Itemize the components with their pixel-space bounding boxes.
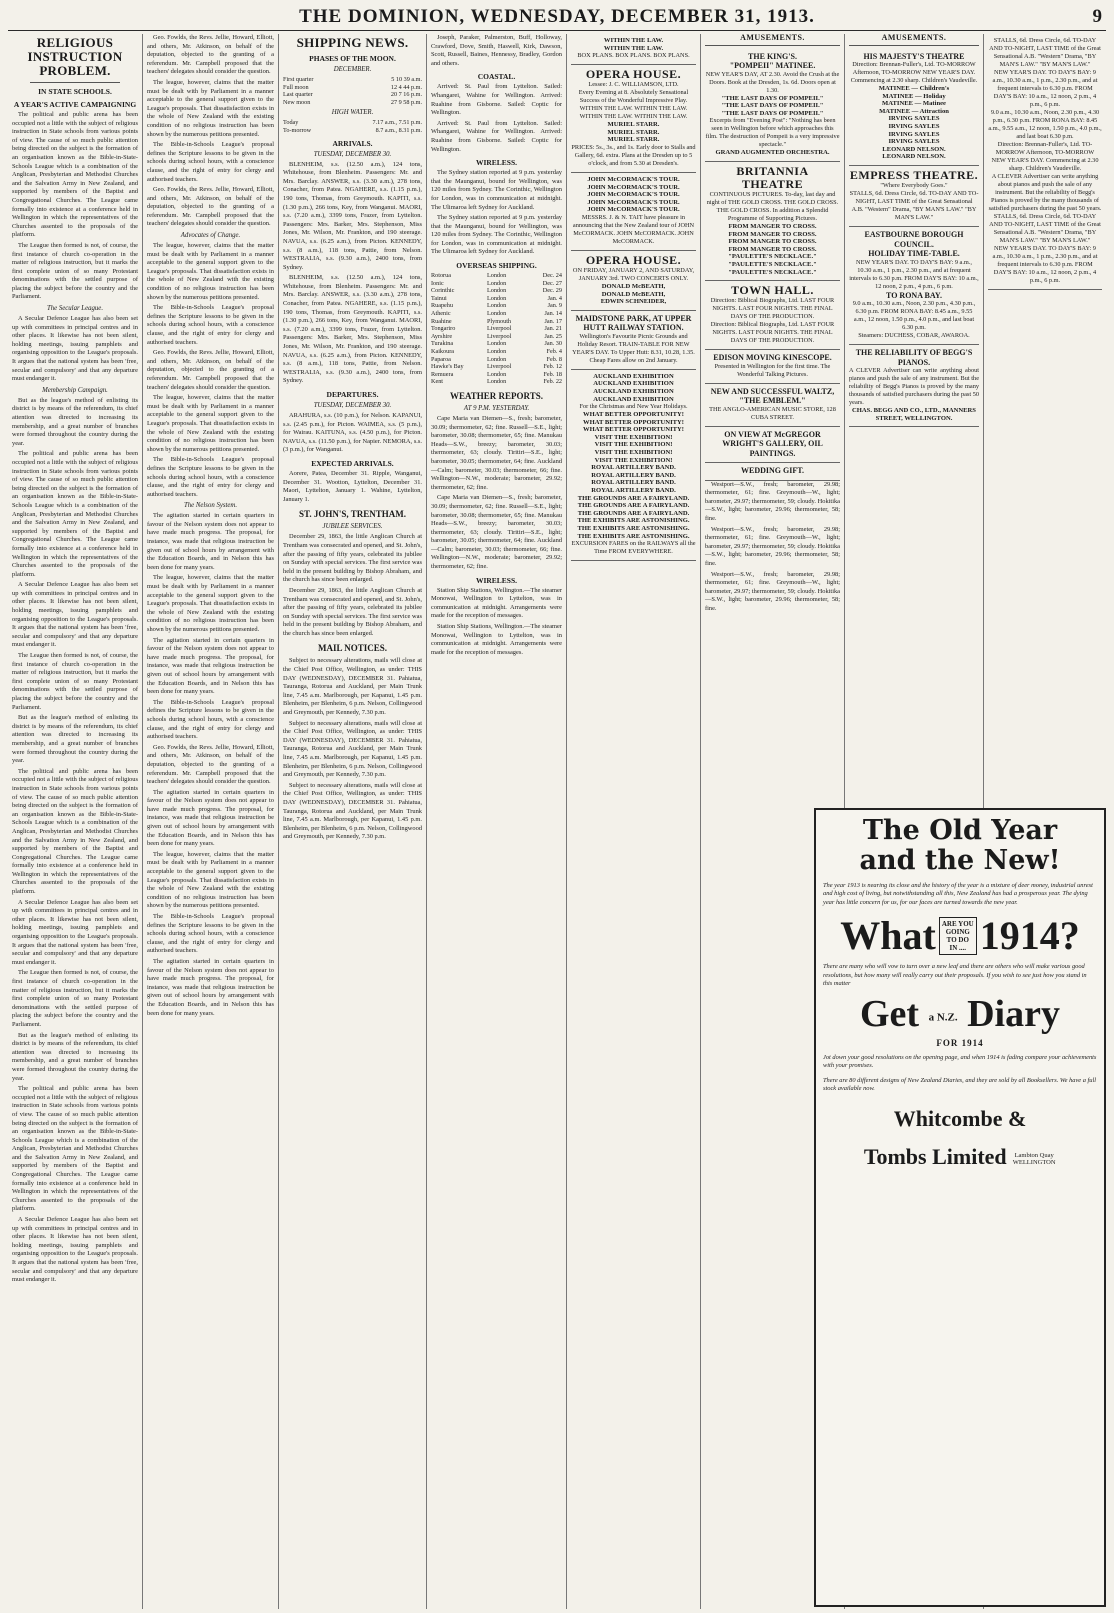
article-paragraph: The league, however, claims that the matter must be dealt with by Parliament in a manner acceptable to the general support given to the League's proposals. That dissatisfaction exists in the whole of New Zealand with the existing condition of no religious instruction has been shown by the numerous petitions presented.: [147, 394, 274, 453]
wedding-gift-ad: WEDDING GIFT.: [705, 463, 840, 481]
table-row: Full moon 12 4 44 p.m.: [283, 83, 422, 91]
table-row: Tongariro Liverpool Jan. 21: [431, 325, 562, 333]
article-paragraph: The league, however, claims that the matter must be dealt with by Parliament in a manner acceptable to the general support given to the League's proposals. That dissatisfaction exists in the whole of New Zealand with the existing condition of no religious instruction has been shown by the numerous petitions presented.: [147, 574, 274, 633]
mail-notices-text: Subject to necessary alterations, mails will close at the Chief Post Office, Wellington, as under: THIS DAY (WEDNESDAY), DECEMBER 31. Pahiatua, Tauranga, Rotorua and Auckland, per Main Trunk line, 7.45 a.m. Marlborough, per Kapanui, 1.45 p.m. Blenheim, per Blenheim, 6 p.m. Nelson, Collingwood and Greymouth, per Kennedy, 7.30 p.m.: [283, 719, 422, 779]
table-row: To-morrow 8.7 a.m., 8.31 p.m.: [283, 126, 422, 134]
table-row: Kaikoura London Feb. 4: [431, 348, 562, 355]
article-paragraph: The League then formed is not, of course, the first instance of church co-operation in the matter of religious instruction, but it marks the first complete union of so many Protestant denominations with the settled purpose of placing the subject before the country and the Parliament.: [12, 241, 138, 301]
article-paragraph: Geo. Fowlds, the Revs. Jellie, Howard, Elliott, and others, Mr. Atkinson, on behalf of the deputation, objected to the granting of a referendum. Mr. Campbell proposed that the teachers' delegates should consider the question.: [147, 186, 274, 228]
article-paragraph: A Secular Defence League has also been set up with committees in principal centres and in other places. It likewise has not been silent, holding meetings, issuing pamphlets and organising opposition to the League's proposals. It argues that the national system has been 'free, secular and compulsory' and that any departure must endanger it.: [12, 1216, 138, 1284]
expected-text: Aorere, Patea, December 31. Ripple, Wanganui, December 31. Wootton, Lyttelton, December 31. Maori, Lyttelton, January 1. Wahine, Lyttelton, January 1.: [283, 469, 422, 503]
table-row: Ionic London Dec. 27: [431, 279, 562, 287]
ad-body: The year 1913 is nearing its close and the history of the year is a mixture of deer money, industrial unrest and high cost of living, but notwithstanding all this, New Zealand has had a prosperous year. The dying year has little concern for us, for our faces are turned towards the new year.: [823, 882, 1093, 906]
departures-text: ARAHURA, s.s. (10 p.m.), for Nelson. KAPANUI, s.s. (2.45 p.m.), for Picton. WAIMEA, s.s. (5 p.m.), for Wairau. KAITUNA, s.s. (4.50 p.m.), for Picton. NAVUA, s.s. (11.50 p.m.), for Napier. NEMORA, s.s. (3 p.m.), for Wanganui.: [283, 412, 422, 454]
what-question: What ARE YOU GOING TO DO IN .... 1914?: [840, 913, 1080, 959]
article-paragraph: The political and public arena has been occupied not a little with the subject of religious instruction in State schools from various points of view. The cause of so much public attention being directed on the subject is the formation of an organisation known as the Bible-in-State-Schools League which is a combination of the Anglican, Presbyterian and Methodist Churches and the Salvation Army in New Zealand, and supported by members of the Baptist and Congregational Churches. The League came formally into existence at a conference held in Wellington in which the representatives of the Churches assented to the proposals of the platform.: [12, 1085, 138, 1213]
table-row: Hawke's Bay Liverpool Feb. 12: [431, 363, 562, 371]
auckland-exhibition-ad: AUCKLAND EXHIBITION AUCKLAND EXHIBITION AUCKLAND EXHIBITION AUCKLAND EXHIBITION For the Christmas and New Year Holidays. WHAT BETTER OPPORTUNITY! WHAT BETTER OPPORTUNITY! WHAT BETTER OPPORTUNITY! VISIT THE EXHIBITION! VISIT THE EXHIBITION! VISIT THE EXHIBITION! VISIT THE EXHIBITION! ROYAL ARTILLERY BAND. ROYAL ARTILLERY BAND. ROYAL ARTILLERY BAND. ROYAL ARTILLERY BAND. THE GROUNDS ARE A FAIRYLAND. THE GROUNDS ARE A FAIRYLAND. THE GROUNDS ARE A FAIRYLAND. THE EXHIBITS ARE ASTONISHING. THE EXHIBITS ARE ASTONISHING. THE EXHIBITS ARE ASTONISHING. EXCURSION FARES on the RAILWAYS all the Time FROM EVERYWHERE.: [571, 370, 696, 561]
article-paragraph: The Bible-in-Schools League's proposal defines the Scripture lessons to be given in the schools during school hours, with a conscience clause, and the right of entry for clergy and authorised teachers.: [147, 141, 274, 183]
ad-body: Jot down your good resolutions on the opening page, and when 1914 is fading compare your achievements with your promises.: [823, 1053, 1097, 1070]
table-row: Today 7.17 a.m., 7.51 p.m.: [283, 119, 422, 127]
weather-text: Cape Maria van Diemen—S., fresh; barometer, 30.09; thermometer, 62; fine. Russell—S.E., light; barometer, 30.08; thermometer, 65; fine. Manukau Heads—S.W., breezy; barometer, 30.03; thermometer, 63; cloudy. Tiritiri—S.E., light; barometer, 30.05; thermometer, 64; fine. Auckland—Calm; barometer, 30.03; thermometer, 66; fine. Wellington—N.W., moderate; barometer, 29.92; thermometer, 62; fine.: [431, 414, 562, 491]
article-paragraph: The Bible-in-Schools League's proposal defines the Scripture lessons to be given in the schools during school hours, with a conscience clause, and the right of entry for clergy and authorised teachers.: [147, 913, 274, 955]
table-row: New moon 27 9 58 p.m.: [283, 98, 422, 106]
column-theatre-ads: [567, 34, 701, 1609]
expected-heading: EXPECTED ARRIVALS.: [311, 458, 394, 468]
high-water-table: [283, 119, 422, 134]
gallery-ad: ON VIEW AT McGREGOR WRIGHT'S GALLERY, OIL PAINTINGS.: [705, 427, 840, 464]
coastal-text: Arrived: St. Paul from Lyttelton. Sailed: Whangarei, Wahine for Wellington. Arrived: Ruahine from Gisborne. Sailed: Coptic for Wellington.: [431, 119, 562, 153]
departures-date: TUESDAY, DECEMBER 30.: [313, 402, 392, 409]
article-subhead: The Secular League.: [46, 305, 104, 313]
brand-name: Tombs Limited Lambton Quay WELLINGTON: [863, 1144, 1056, 1170]
article-paragraph: The political and public arena has been occupied not a little with the subject of religious instruction in State schools from various points of view. The cause of so much public attention being directed on the subject is the formation of an organisation known as the Bible-in-State-Schools League which is a combination of the Anglican, Presbyterian and Methodist Churches and the Salvation Army in New Zealand, and supported by members of the Baptist and Congregational Churches. The League came formally into existence at a conference held in Wellington in which the representatives of the Churches assented to the proposals of the platform.: [12, 111, 138, 239]
article-paragraph: A Secular Defence League has also been set up with committees in principal centres and in other places. It likewise has not been silent, holding meetings, issuing pamphlets and organising opposition to the League's proposals. It argues that the national system has been 'free, secular and compulsory' and that any departure must endanger it.: [12, 581, 138, 649]
arrivals-heading: ARRIVALS.: [332, 138, 373, 148]
article-paragraph: But as the league's method of enlisting its district is by means of the referendum, its chief attention was directed to increasing its membership, and a great number of branches were formed throughout the country during the year.: [12, 714, 138, 765]
opera-house-concert-ad: OPERA HOUSE. ON FRIDAY, JANUARY 2, AND SATURDAY, JANUARY 3rd. TWO CONCERTS ONLY. DONALD McBEATH, DONALD McBEATH, EDWIN SCHNEIDER,: [571, 251, 696, 311]
article-paragraph: The league, however, claims that the matter must be dealt with by Parliament in a manner acceptable to the general support given to the League's proposals. That dissatisfaction exists in the whole of New Zealand with the existing condition of no religious instruction has been shown by the numerous petitions presented.: [147, 78, 274, 138]
table-row: Last quarter 20 7 16 p.m.: [283, 91, 422, 99]
article-paragraph: A Secular Defence League has also been set up with committees in principal centres and in other places. It likewise has not been silent, holding meetings, issuing pamphlets and organising opposition to the League's proposals. It argues that the national system has been 'free, secular and compulsory' and that any departure must endanger it.: [12, 315, 138, 383]
table-row: Athenic London Jan. 14: [431, 310, 562, 318]
article-paragraph: The league, however, claims that the matter must be dealt with by Parliament in a manner acceptable to the general support given to the League's proposals. That dissatisfaction exists in the whole of New Zealand with the existing condition of no religious instruction has been shown by the numerous petitions presented.: [147, 242, 274, 301]
mail-notices-text: Subject to necessary alterations, mails will close at the Chief Post Office, Wellington, as under: THIS DAY (WEDNESDAY), DECEMBER 31. Pahiatua, Tauranga, Rotorua and Auckland, per Main Trunk line, 7.45 a.m. Marlborough, per Kapanui, 1.45 p.m. Blenheim, per Blenheim, 6 p.m. Nelson, Collingwood and Greymouth, per Kennedy, 7.30 p.m.: [283, 781, 422, 841]
beggs-pianos-ad: THE RELIABILITY OF BEGG'S PIANOS. A CLEVER Advertiser can write anything about pianos and push the sale of any instrument. But the reliability of Begg's Pianos is proved by the many thousands of satisfied purchasers during the past 50 years. CHAS. BEGG AND CO., LTD., MANNERS STREET, WELLINGTON.: [849, 345, 979, 427]
article-paragraph: But as the league's method of enlisting its district is by means of the referendum, its chief attention was directed to increasing its membership, and a great number of branches were formed throughout the country during the year.: [12, 396, 138, 447]
table-row: Turakina London Jan. 30: [431, 340, 562, 348]
edison-kinescope-ad: EDISON MOVING KINESCOPE. Presented in Wellington for the first time. The Wonderful Talking Pictures.: [705, 350, 840, 384]
mccormack-ad: JOHN McCORMACK'S TOUR. JOHN McCORMACK'S TOUR. JOHN McCORMACK'S TOUR. JOHN McCORMACK'S TOUR. JOHN McCORMACK'S TOUR. MESSRS. J. & N. TAIT have pleasure in announcing that the New Zealand tour of JOHN McCORMACK. JOHN McCORMACK. JOHN McCORMACK.: [571, 173, 696, 251]
coastal-heading: COASTAL.: [477, 72, 516, 82]
masthead: [8, 4, 1106, 31]
within-the-law-ad: WITHIN THE LAW. WITHIN THE LAW. BOX PLANS. BOX PLANS. BOX PLANS.: [571, 34, 696, 65]
overseas-table: [431, 272, 562, 386]
ad-body: There are 80 different designs of New Zealand Diaries, and they are sold by all Booksellers. We have a full stock available now.: [823, 1076, 1097, 1092]
mail-notices-text: Subject to necessary alterations, mails will close at the Chief Post Office, Wellington, as under: THIS DAY (WEDNESDAY), DECEMBER 31. Pahiatua, Tauranga, Rotorua and Auckland, per Main Trunk line, 7.45 a.m. Marlborough, per Kapanui, 1.45 p.m. Blenheim, per Blenheim, 6 p.m. Nelson, Collingwood and Greymouth, per Kennedy, 7.30 p.m.: [283, 657, 422, 717]
wireless-text: Station Ship Stations, Wellington.—The steamer Monowai, Wellington to Lyttelton, was in communication at midnight. Arrangements were made for the reception of messages.: [431, 586, 562, 620]
article-paragraph: Geo. Fowlds, the Revs. Jellie, Howard, Elliott, and others, Mr. Atkinson, on behalf of the deputation, objected to the granting of a referendum. Mr. Campbell proposed that the teachers' delegates should consider the question.: [147, 34, 274, 76]
section-headline: SHIPPING NEWS.: [296, 35, 409, 50]
weather-text: Westport—S.W., fresh; barometer, 29.98; thermometer, 61; fine. Greymouth—W., light; barometer, 29.97; thermometer, 59; cloudy. Hokitika—S.W., light; barometer, 29.96; thermometer, 58; fine.: [705, 525, 840, 567]
table-row: Ayrshire Liverpool Jan. 25: [431, 332, 562, 340]
ad-title: and the New!: [859, 845, 1061, 876]
weather-text: Cape Maria van Diemen—S., fresh; barometer, 30.09; thermometer, 62; fine. Russell—S.E., light; barometer, 30.08; thermometer, 65; fine. Manukau Heads—S.W., breezy; barometer, 30.03; thermometer, 63; cloudy. Tiritiri—S.E., light; barometer, 30.05; thermometer, 64; fine. Auckland—Calm; barometer, 30.03; thermometer, 66; fine. Wellington—N.W., moderate; barometer, 29.92; thermometer, 62; fine.: [431, 494, 562, 571]
table-row: Paparoa London Feb. 8: [431, 355, 562, 363]
maidstone-park-ad: MAIDSTONE PARK, AT UPPER HUTT RAILWAY STATION. Wellington's Favourite Picnic Grounds and Holiday Resort. TRAIN-TABLE FOR NEW YEAR'S DAY. To Upper Hutt: 8.31, 10.28, 1.35. Cheap Fares allow on 2nd January.: [571, 311, 696, 370]
article-paragraph: The political and public arena has been occupied not a little with the subject of religious instruction in State schools from various points of view. The cause of so much public attention being directed on the subject is the formation of an organisation known as the Bible-in-State-Schools League which is a combination of the Anglican, Presbyterian and Methodist Churches and the Salvation Army in New Zealand, and supported by members of the Baptist and Congregational Churches. The League came formally into existence at a conference held in Wellington in which the representatives of the Churches assented to the proposals of the platform.: [12, 450, 138, 578]
article-paragraph: The League then formed is not, of course, the first instance of church co-operation in the matter of religious instruction, but it marks the first complete union of so many Protestant denominations with the settled purpose of placing the subject before the country and the Parliament.: [12, 652, 138, 711]
table-row: Rotorua London Dec. 24: [431, 272, 562, 280]
table-row: Remuera London Feb. 18: [431, 370, 562, 378]
article-paragraph: The agitation started in certain quarters in favour of the Nelson system does not appear to have made much progress. The proposal, for instance, was made that religious instruction be given out of school hours by arrangement with the Education Boards, and in Nelson this has been done for many years.: [147, 788, 274, 848]
wireless-text: The Sydney station reported at 9 p.m. yesterday that the Maunganui, bound for Wellington, was 120 miles from Sydney. The Corinthic, Wellington for London, was in communication at midnight. The Ulimaroa left Sydney for Auckland.: [431, 214, 562, 256]
weather-text: Westport—S.W., fresh; barometer, 29.98; thermometer, 61; fine. Greymouth—W., light; barometer, 29.97; thermometer, 59; cloudy. Hokitika—S.W., light; barometer, 29.96; thermometer, 58; fine.: [705, 570, 840, 612]
town-hall-ad: TOWN HALL. Direction: Biblical Biographs, Ltd. LAST FOUR NIGHTS. LAST FOUR NIGHTS. THE FINAL DAYS OF THE PRODUCTION. Direction: Biblical Biographs, Ltd. LAST FOUR NIGHTS. LAST FOUR NIGHTS. THE FINAL DAYS OF THE PRODUCTION.: [705, 281, 840, 350]
britannia-theatre-ad: BRITANNIA THEATRE CONTINUOUS PICTURES. To-day, last day and night of THE GOLD CROSS. THE GOLD CROSS. THE GOLD CROSS. In addition a Splendid Programme of Supporting Pictures. FROM MANGER TO CROSS. FROM MANGER TO CROSS. FROM MANGER TO CROSS. FROM MANGER TO CROSS. "PAULETTE'S NECKLACE." "PAULETTE'S NECKLACE." "PAULETTE'S NECKLACE.": [705, 162, 840, 281]
wireless-heading: WIRELESS.: [475, 158, 518, 168]
article-subhead: A YEAR'S ACTIVE CAMPAIGNING: [13, 100, 137, 109]
article-paragraph: But as the league's method of enlisting its district is by means of the referendum, its chief attention was directed to increasing its membership, and a great number of branches were formed throughout the country during the year.: [12, 1031, 138, 1082]
opera-house-ad: OPERA HOUSE. Lessee: J. C. WILLIAMSON, LTD. Every Evening at 8. Absolutely Sensational Success of the Wonderful Impressive Play. WITHIN THE LAW. WITHIN THE LAW. WITHIN THE LAW. WITHIN THE LAW. MURIEL STARR. MURIEL STARR. MURIEL STARR. PRICES: 5s., 3s., and 1s. Early door to Stalls and Gallery, 6d. extra. Plans at the Dresden up to 5 o'clock, and from 5.30 at Dresden's.: [571, 65, 696, 173]
overseas-heading: OVERSEAS SHIPPING.: [456, 261, 537, 271]
coastal-text: Arrived: St. Paul from Lyttelton. Sailed: Whangarei, Wahine for Wellington. Arrived: Ruahine from Gisborne. Sailed: Coptic for Wellington.: [431, 83, 562, 117]
article-paragraph: The league, however, claims that the matter must be dealt with by Parliament in a manner acceptable to the general support given to the League's proposals. That dissatisfaction exists in the whole of New Zealand with the existing condition of no religious instruction has been shown by the numerous petitions presented.: [147, 850, 274, 910]
empress-theatre-ad: EMPRESS THEATRE. "Where Everybody Goes." STALLS, 6d. Dress Circle, 6d. TO-DAY AND TO-NIGHT, LAST TIME of the Great Sensational A.B. "Western" Drama, "BY MAN'S LAW." "BY MAN'S LAW.": [849, 166, 979, 227]
get-diary: Get a N.Z. Diary: [860, 993, 1060, 1036]
stjohns-subhead: JUBILEE SERVICES.: [322, 523, 383, 531]
article-subhead: IN STATE SCHOOLS.: [38, 87, 112, 96]
stjohns-text: December 29, 1863, the little Anglican Church at Trentham was consecrated and opened, and St. John's, after the passing of fifty years, celebrated its jubilee on Sunday with special services. The first service was held in the present building by Bishop Abraham, and the church has since been enlarged.: [283, 533, 422, 584]
question-box: ARE YOU GOING TO DO IN ....: [939, 917, 977, 955]
kings-theatre-ad: THE KING'S. "POMPEII" MATINEE. NEW YEAR'S DAY, AT 2.30. Avoid the Crush at the Doors. Book at the Dresden, 1s. 6d. Doors open at 1.30. "THE LAST DAYS OF POMPEII." "THE LAST DAYS OF POMPEII." "THE LAST DAYS OF POMPEII." Excerpts from "Evening Post": "Nothing has been seen in Wellington before which approaches this film. The destruction of Pompeii is a very impressive spectacle." GRAND AUGMENTED ORCHESTRA.: [705, 49, 840, 162]
column-shipping-continued: [427, 34, 567, 1609]
table-row: Tainui London Jan. 4: [431, 294, 562, 302]
ad-body: There are many who will vow to turn over a new leaf and there are others who will make various good resolutions, but how many will really carry out their proposals. If you wish to see just how you stand in this matter: [823, 963, 1087, 988]
weather-text: Westport—S.W., fresh; barometer, 29.98; thermometer, 61; fine. Greymouth—W., light; barometer, 29.97; thermometer, 59; cloudy. Hokitika—S.W., light; barometer, 29.96; thermometer, 58; fine.: [705, 480, 840, 522]
article-paragraph: The political and public arena has been occupied not a little with the subject of religious instruction in State schools from various points of view. The cause of so much public attention being directed on the subject is the formation of an organisation known as the Bible-in-State-Schools League which is a combination of the Anglican, Presbyterian and Methodist Churches and the Salvation Army in New Zealand, and supported by members of the Baptist and Congregational Churches. The League came formally into existence at a conference held in Wellington in which the representatives of the Churches assented to the proposals of the platform.: [12, 767, 138, 896]
waltz-ad: NEW AND SUCCESSFUL WALTZ, "THE EMBLEM." THE ANGLO-AMERICAN MUSIC STORE, 128 CUBA STREET.: [705, 384, 840, 427]
table-row: Kent London Feb. 22: [431, 378, 562, 386]
weather-headline: WEATHER REPORTS.: [449, 390, 544, 401]
wireless-text: Station Ship Stations, Wellington.—The steamer Monowai, Wellington to Lyttelton, was in communication at midnight. Arrangements were made for the reception of messages.: [431, 623, 562, 656]
article-paragraph: The agitation started in certain quarters in favour of the Nelson system does not appear to have made much progress. The proposal, for instance, was made that religious instruction be given out of school hours by arrangement with the Education Boards, and in Nelson this has been done for many years.: [147, 636, 274, 696]
article-paragraph: The Bible-in-Schools League's proposal defines the Scripture lessons to be given in the schools during school hours, with a conscience clause, and the right of entry for clergy and authorised teachers.: [147, 456, 274, 498]
amusements-filler: STALLS, 6d. Dress Circle, 6d. TO-DAY AND TO-NIGHT, LAST TIME of the Great Sensational A.B. "Western" Drama, "BY MAN'S LAW." "BY MAN'S LAW." NEW YEAR'S DAY. TO DAY'S BAY: 9 a.m., 10.30 a.m., 1 p.m., 2.30 p.m., and at frequent intervals to 6.30 p.m. FROM DAY'S BAY: 10 a.m., 12 noon, 2 p.m., 4 p.m., 6 p.m. 9.0 a.m., 10.30 a.m., Noon, 2.30 p.m., 4.30 p.m., 6.30 p.m. FROM RONA BAY: 8.45 a.m., 9.55 a.m., 12 noon, 1.50 p.m., 4.0 p.m., and last boat 6.30 p.m. Direction: Brennan-Fuller's, Ltd. TO-MORROW Afternoon, TO-MORROW NEW YEAR'S DAY. Commencing at 2.30 sharp. Children's Vaudeville. A CLEVER Advertiser can write anything about pianos and push the sale of any instrument. But the reliability of Begg's Pianos is proved by the many thousands of satisfied purchasers during the past 50 years. STALLS, 6d. Dress Circle, 6d. TO-DAY AND TO-NIGHT, LAST TIME of the Great Sensational A.B. "Western" Drama, "BY MAN'S LAW." "BY MAN'S LAW." NEW YEAR'S DAY. TO DAY'S BAY: 9 a.m., 10.30 a.m., 1 p.m., 2.30 p.m., and at frequent intervals to 6.30 p.m. FROM DAY'S BAY: 10 a.m., 12 noon, 2 p.m., 4 p.m., 6 p.m.: [988, 34, 1102, 290]
article-paragraph: Geo. Fowlds, the Revs. Jellie, Howard, Elliott, and others, Mr. Atkinson, on behalf of the deputation, objected to the granting of a referendum. Mr. Campbell proposed that the teachers' delegates should consider the question.: [147, 743, 274, 786]
wireless-heading: WIRELESS.: [475, 575, 518, 585]
section-heading: AMUSEMENTS.: [705, 34, 840, 46]
arrivals-text: BLENHEIM, s.s. (12.50 a.m.), 124 tons, Whitehouse, from Blenheim. Passengers: Mr. and Mrs. Barclay. ANSWER, s.s. (3.30 a.m.), 278 tons, Conacher, from Patea. NGAHERE, s.s. (1.15 p.m.), 190 tons, Thomas, from Greymouth. KAPITI, s.s. (1.30 p.m.), 266 tons, Key, from Wanganui. MAORI, s.s. (7.20 a.m.), 3399 tons, Frazer, from Lyttelton. Passengers: Mrs. Barker, Mrs. Stephenson, Miss Jones, Mr. Wilson, Mr. Frankton, and 190 steerage. NAVUA, s.s. (6.25 a.m.), from Picton. KENNEDY, s.s. (8 a.m.), 118 tons, Pattie, from Nelson. WESTRALIA, s.s. (9.30 a.m.), 2400 tons, from Sydney.: [283, 160, 422, 271]
article-subhead: Advocates of Change.: [180, 232, 241, 240]
article-subhead: Membership Campaign.: [42, 386, 108, 394]
article-paragraph: The Bible-in-Schools League's proposal defines the Scripture lessons to be given in the schools during school hours, with a conscience clause, and the right of entry for clergy and authorised teachers.: [147, 304, 274, 346]
old-year-ad: [814, 808, 1106, 1607]
page-number: 9: [1092, 6, 1102, 27]
weather-subhead: AT 9 P.M. YESTERDAY.: [463, 404, 530, 412]
column-religious-instruction: [8, 34, 143, 1609]
stjohns-headline: ST. JOHN'S, TRENTHAM.: [299, 509, 406, 520]
diary-year: FOR 1914: [936, 1037, 984, 1048]
departures-heading: DEPARTURES.: [326, 390, 379, 399]
column-religious-continued: [143, 34, 279, 1609]
stjohns-text: December 29, 1863, the little Anglican Church at Trentham was consecrated and opened, and St. John's, after the passing of fifty years, celebrated its jubilee on Sunday with special services. The first service was held in the present building by Bishop Abraham, and the church has since been enlarged.: [283, 586, 422, 637]
tides-heading: PHASES OF THE MOON.: [309, 54, 396, 63]
article-paragraph: The Bible-in-Schools League's proposal defines the Scripture lessons to be given in the schools during school hours, with a conscience clause, and the right of entry for clergy and authorised teachers.: [147, 698, 274, 741]
ad-title: The Old Year: [862, 815, 1058, 846]
table-row: Ruapehu London Jan. 9: [431, 302, 562, 310]
table-row: Ruahine Plymouth Jan. 17: [431, 317, 562, 325]
column-shipping-news: [279, 34, 427, 1609]
article-paragraph: A Secular Defence League has also been set up with committees in principal centres and in other places. It likewise has not been silent, holding meetings, issuing pamphlets and organising opposition to the League's proposals. It argues that the national system has been 'free, secular and compulsory' and that any departure must endanger it.: [12, 898, 138, 966]
section-heading: AMUSEMENTS.: [849, 34, 979, 46]
table-row: Corinthic London Dec. 29: [431, 287, 562, 295]
arrivals-date: TUESDAY, DECEMBER 30.: [313, 150, 392, 158]
masthead-title: THE DOMINION, WEDNESDAY, DECEMBER 31, 1913.: [299, 6, 815, 27]
passengers-text: Joseph, Paraker, Palmerston, Buff, Holloway, Crawford, Dove, Smith, Haswell, Kirk, Dawson, Scott, Russell, Baines, Hennessy, Bradley, Gordon and others.: [431, 34, 562, 67]
moon-phases-table: [283, 76, 422, 106]
his-majestys-ad: HIS MAJESTY'S THEATRE Direction: Brennan-Fuller's, Ltd. TO-MORROW Afternoon, TO-MORROW NEW YEAR'S DAY. Commencing at 2.30 sharp. Children's Vaudeville. MATINEE — Children's MATINEE — Holiday MATINEE — Matinee MATINEE — Attraction IRVING SAYLES IRVING SAYLES IRVING SAYLES IRVING SAYLES LEONARD NELSON. LEONARD NELSON.: [849, 49, 979, 166]
tides-subheading: DECEMBER.: [333, 66, 372, 73]
article-paragraph: The League then formed is not, of course, the first instance of church co-operation in the matter of religious instruction, but it marks the first complete union of so many Protestant denominations with the settled purpose of placing the subject before the country and the Parliament.: [12, 969, 138, 1028]
table-row: First quarter 5 10 39 a.m.: [283, 76, 422, 83]
article-paragraph: The agitation started in certain quarters in favour of the Nelson system does not appear to have made much progress. The proposal, for instance, was made that religious instruction be given out of school hours by arrangement with the Education Boards, and in Nelson this has been done for many years.: [147, 957, 274, 1017]
brand-name: Whitcombe &: [893, 1106, 1027, 1132]
article-paragraph: The agitation started in certain quarters in favour of the Nelson system does not appear to have made much progress. The proposal, for instance, was made that religious instruction be given out of school hours by arrangement with the Education Boards, and in Nelson this has been done for many years.: [147, 512, 274, 571]
arrivals-text: BLENHEIM, s.s. (12.50 a.m.), 124 tons, Whitehouse, from Blenheim. Passengers: Mr. and Mrs. Barclay. ANSWER, s.s. (3.30 a.m.), 278 tons, Conacher, from Patea. NGAHERE, s.s. (1.15 p.m.), 190 tons, Thomas, from Greymouth. KAPITI, s.s. (1.30 p.m.), 266 tons, Key, from Wanganui. MAORI, s.s. (7.20 a.m.), 3399 tons, Frazer, from Lyttelton. Passengers: Mrs. Barker, Mrs. Stephenson, Miss Jones, Mr. Wilson, Mr. Frankton, and 190 steerage. NAVUA, s.s. (6.25 a.m.), from Picton. KENNEDY, s.s. (8 a.m.), 118 tons, Pattie, from Nelson. WESTRALIA, s.s. (9.30 a.m.), 2400 tons, from Sydney.: [283, 274, 422, 385]
mail-notices-headline: MAIL NOTICES.: [317, 643, 388, 654]
wireless-text: The Sydney station reported at 9 p.m. yesterday that the Maunganui, bound for Wellington, was 120 miles from Sydney. The Corinthic, Wellington for London, was in communication at midnight. The Ulimaroa left Sydney for Auckland.: [431, 169, 562, 211]
eastbourne-ad: EASTBOURNE BOROUGH COUNCIL. HOLIDAY TIME-TABLE. NEW YEAR'S DAY. TO DAY'S BAY: 9 a.m., 10.30 a.m., 1 p.m., 2.30 p.m., and at frequent intervals to 6.30 p.m. FROM DAY'S BAY: 10 a.m., 12 noon, 2 p.m., 4 p.m., 6 p.m. TO RONA BAY. 9.0 a.m., 10.30 a.m., Noon, 2.30 p.m., 4.30 p.m., 6.30 p.m. FROM RONA BAY: 8.45 a.m., 9.55 a.m., 12 noon, 1.50 p.m., 4.0 p.m., and last boat 6.30 p.m. Steamers: DUCHESS, COBAR, AWAROA.: [849, 227, 979, 345]
article-paragraph: Geo. Fowlds, the Revs. Jellie, Howard, Elliott, and others, Mr. Atkinson, on behalf of the deputation, objected to the granting of a referendum. Mr. Campbell proposed that the teachers' delegates should consider the question.: [147, 349, 274, 391]
article-headline: RELIGIOUS INSTRUCTION PROBLEM.: [27, 35, 123, 78]
article-subhead: The Nelson System.: [183, 502, 238, 510]
high-water-heading: HIGH WATER.: [331, 109, 374, 117]
